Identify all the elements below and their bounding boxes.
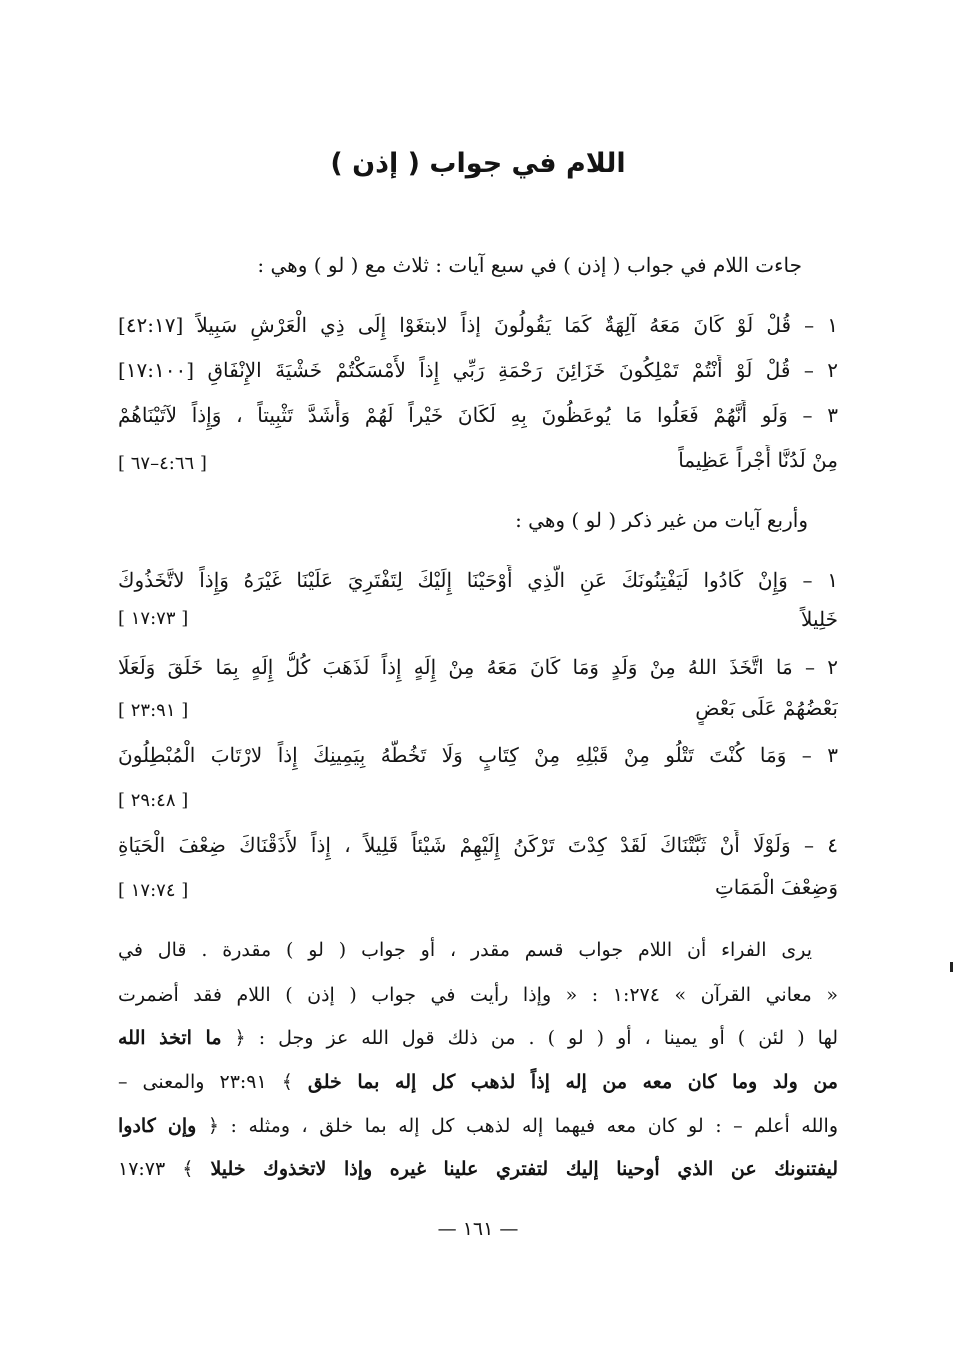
quran-quote: وإن كادوا xyxy=(118,1115,197,1137)
verse-1-reference: [ ١٧:٧٣ ] xyxy=(118,608,189,629)
intro-paragraph-2: وأربع آيات من غير ذكر ( لو ) وهي : xyxy=(515,508,808,532)
commentary-line-5 xyxy=(118,1111,838,1143)
verse-3-without-law: ٣ – وَمَا كُنْتَ تَتْلُو مِنْ قَبْلِهِ مِنْ كِتَابٍ وَلَا تَخُطُّهُ بِيَمِينِكَ إِذاً لارْتَابَ الْمُبْطِلُونَ xyxy=(118,743,838,767)
page-title: اللام في جواب ( إذن ) xyxy=(330,148,626,179)
commentary-line-6 xyxy=(118,1154,838,1186)
verse-3-reference: [ ٤:٦٦–٦٧ ] xyxy=(118,453,207,474)
verse-1-continuation: خَلِيلاً xyxy=(801,607,838,631)
verse-1-with-law: ١ – قُلْ لَوْ كَانَ مَعَهُ آلِهَةٌ كَمَا يَقُولُونَ إذاً لابتغَوْا إِلَى ذِي الْعَرْشِ سَبِيلاً [٤٢:١٧] xyxy=(118,313,838,337)
verse-4-without-law: ٤ – وَلَوْلَا أَنْ ثَبَّتْنَاكَ لَقَدْ كِدْتَ تَرْكَنُ إِلَيْهِمْ شَيْئاً قَلِيلاً ، إِذاً لأَذَقْنَاكَ ضِعْفَ الْحَيَاةِ xyxy=(118,833,838,857)
verse-3b-reference: [ ٢٩:٤٨ ] xyxy=(118,790,189,811)
verse-4-reference: [ ١٧:٧٤ ] xyxy=(118,880,189,901)
commentary-line-1: يرى الفراء أن اللام جواب قسم مقدر ، أو جواب ( لو ) مقدرة . قال في xyxy=(118,939,812,961)
quran-quote: من ولد وما كان معه من إله إذاً لذهب كل إله بما خلق xyxy=(307,1071,838,1093)
verse-3-continuation: مِنْ لَدُنَّا أَجْراً عَظِيماً xyxy=(678,448,838,472)
verse-2-with-law: ٢ – قُلْ لَوْ أَنْتُمْ تَمْلِكُونَ خَزَائِنَ رَحْمَةِ رَبِّي إِذاً لأَمْسَكْتُمْ خَشْيَةَ الإِنْفَاقِ [١٧:١٠٠] xyxy=(118,358,838,382)
commentary-line-3 xyxy=(118,1023,838,1055)
verse-2-without-law: ٢ – مَا اتَّخَذَ اللهُ مِنْ وَلَدٍ وَمَا كَانَ مَعَهُ مِنْ إِلَهٍ إِذاً لَذَهَبَ كُلُّ إِلَهٍ بِمَا خَلَقَ وَلَعَلَا xyxy=(118,655,838,679)
page-number: — ١٦١ — xyxy=(437,1218,519,1240)
verse-3-with-law: ٣ – وَلَو أَنَّهُمْ فَعَلُوا مَا يُوعَظُونَ بِهِ لَكَانَ خَيْراً لَهُمْ وَأَشَدَّ تَثْبِيتاً ، وَإِذاً لآتَيْنَاهُمْ xyxy=(118,403,838,427)
intro-paragraph: جاءت اللام في جواب ( إذن ) في سبع آيات : ثلاث مع ( لو ) وهي : xyxy=(257,253,802,277)
commentary-line-4 xyxy=(118,1067,838,1099)
quran-quote: ما اتخذ الله xyxy=(118,1027,222,1049)
commentary-text: ﴾ ١٧:٧٣ xyxy=(118,1158,194,1180)
verse-2-reference: [ ٢٣:٩١ ] xyxy=(118,700,189,721)
commentary-text: والله أعلم – : لو كان معه فيهما إله لذهب كل إله بما خلق ، ومثله : ﴿ xyxy=(207,1115,838,1137)
commentary-text: لها ( لئن ) أو يمينا ، أو ( لو ) . من ذلك قول الله عز وجل : ﴿ xyxy=(234,1027,838,1049)
verse-1-without-law: ١ – وَإِنْ كَادُوا لَيَفْتِنُونَكَ عَنِ الَّذِي أَوْحَيْنَا إِلَيْكَ لِتَفْتَرِيَ عَلَيْنَا غَيْرَهُ وَإِذاً لاتَّخَذُوكَ xyxy=(118,568,838,592)
commentary-text: ﴾ ٢٣:٩١ والمعنى – xyxy=(118,1071,293,1093)
verse-4-continuation: وَضِعْفَ الْمَمَاتِ xyxy=(714,875,838,899)
commentary-line-2: « معاني القرآن » ١:٢٧٤ : « وإذا رأيت في جواب ( إذن ) اللام فقد أضمرت xyxy=(118,984,838,1006)
quran-quote: ليفتنونك عن الذي أوحينا إليك لتفتري علينا غيره وإذا لاتخذوك خليلا xyxy=(210,1158,838,1180)
verse-2-continuation: بَعْضُهُمْ عَلَى بَعْضٍ xyxy=(695,696,838,720)
document-page xyxy=(118,0,838,1347)
